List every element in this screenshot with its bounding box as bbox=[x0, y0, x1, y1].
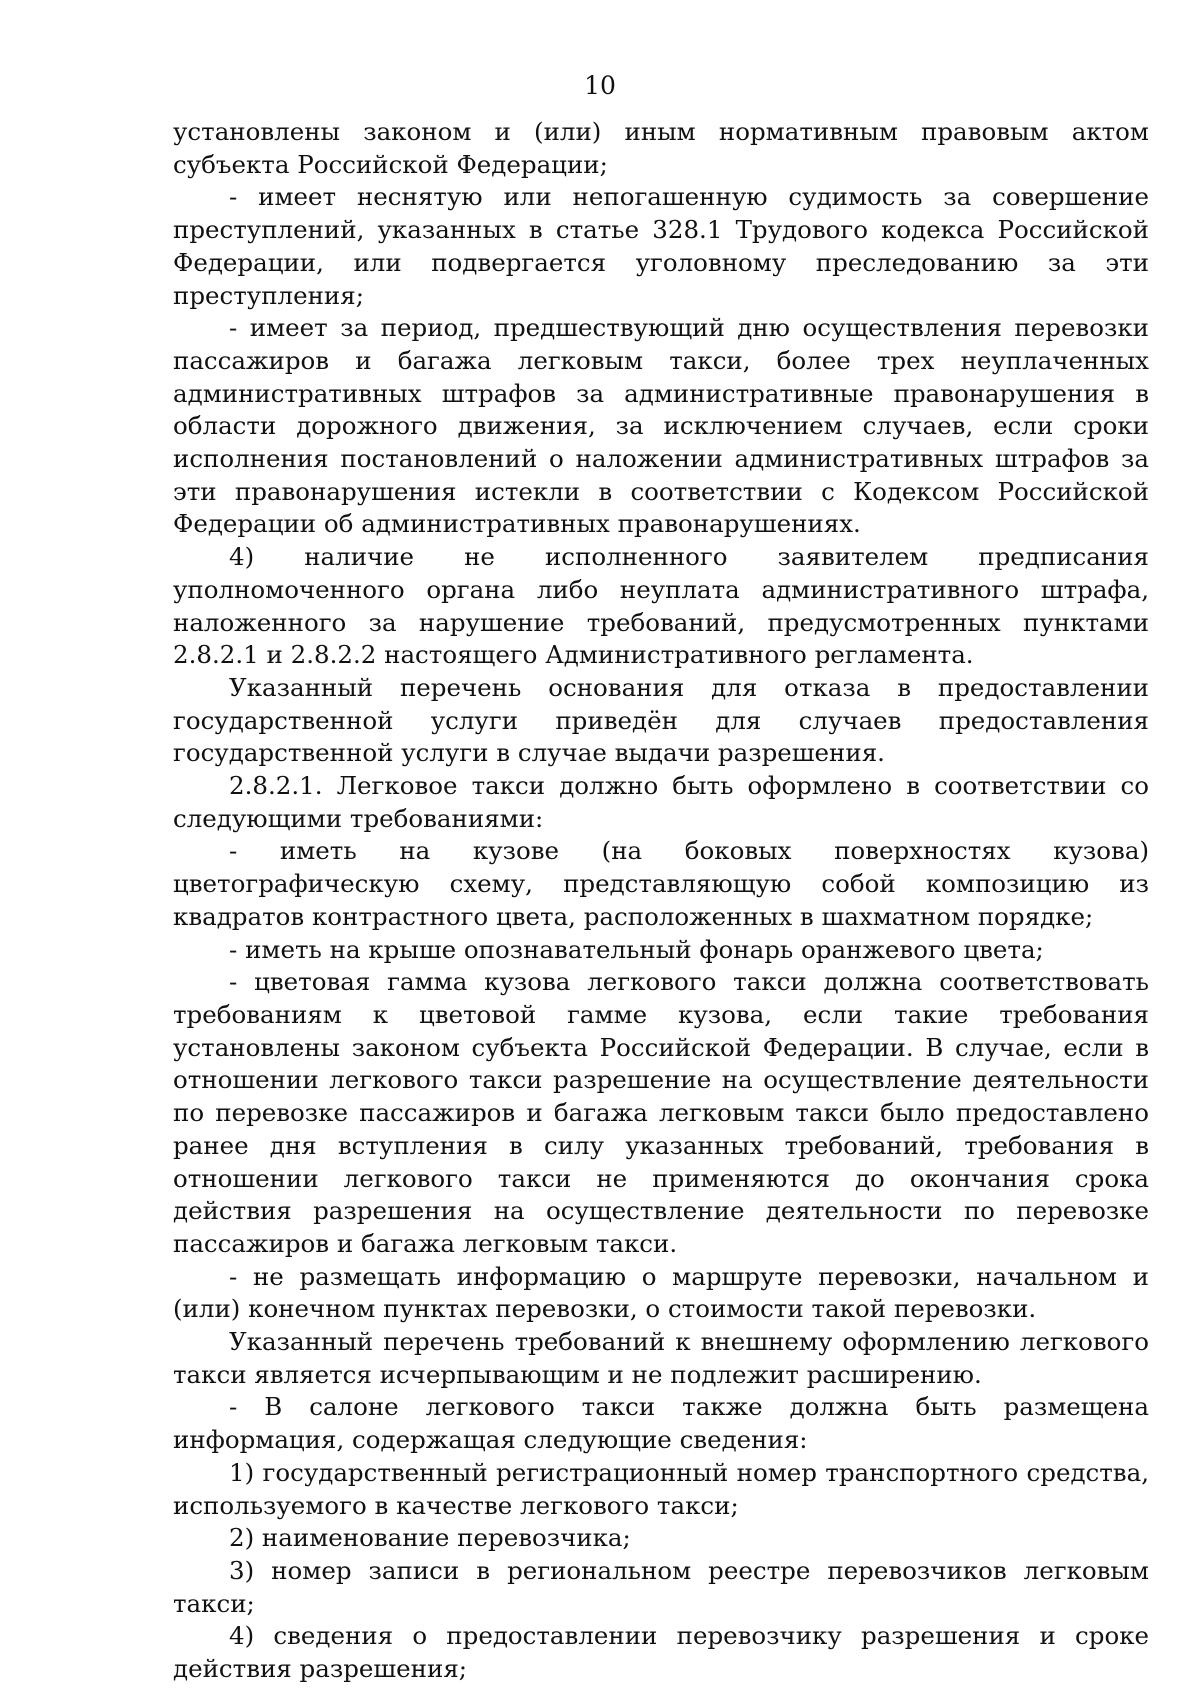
paragraph-exhaustive-list: Указанный перечень требований к внешнему оформлению легкового такси является исчерпывающим и не подлежит расширению. bbox=[173, 1327, 1149, 1389]
list-item-registration-number: 1) государственный регистрационный номер транспортного средства, используемого в качестве легкового такси; bbox=[173, 1457, 1149, 1520]
paragraph-2-8-2-1: 2.8.2.1. Легковое такси должно быть оформлено в соответствии со следующими требованиями: bbox=[173, 771, 1149, 833]
paragraph-criminal-record: - имеет неснятую или непогашенную судимость за совершение преступлений, указанных в статье 328.1 Трудового кодекса Российской Федерации, или подвергается уголовному преследованию за эти преступления; bbox=[173, 182, 1149, 310]
paragraph-body-color: - цветовая гамма кузова легкового такси должна соответствовать требованиям к цветовой гамме кузова, если такие требования установлены законом субъекта Российской Федерации. В случае, если в отношении легкового такси разрешение на осуществление деятельности по перевозке пассажиров и багажа легковым такси было предоставлено ранее дня вступления в силу указанных требований, требования в отношении легкового такси не применяются до окончания срока действия разрешения на осуществление деятельности по перевозке пассажиров и багажа легковым такси. bbox=[173, 967, 1149, 1258]
paragraph-no-route-info: - не размещать информацию о маршруте перевозки, начальном и (или) конечном пунктах перевозки, о стоимости такой перевозки. bbox=[173, 1261, 1149, 1324]
list-item-carrier-name: 2) наименование перевозчика; bbox=[229, 1523, 631, 1553]
paragraph-unpaid-fines: - имеет за период, предшествующий дню осуществления перевозки пассажиров и багажа легковым такси, более трех неуплаченных административных штрафов за административные правонарушения в области дорожного движения, за исключением случаев, если сроки исполнения постановлений о наложении административных штрафов за эти правонарушения истекли в соответствии с Кодексом Российской Федерации об административных правонарушениях. bbox=[173, 313, 1149, 539]
list-item-registry-record: 3) номер записи в региональном реестре перевозчиков легковым такси; bbox=[173, 1555, 1149, 1618]
paragraph-color-scheme: - иметь на кузове (на боковых поверхностях кузова) цветографическую схему, представляющую собой композицию из квадратов контрастного цвета, расположенных в шахматном порядке; bbox=[173, 836, 1149, 931]
document-body bbox=[173, 116, 1149, 1686]
paragraph-cabin-info: - В салоне легкового такси также должна быть размещена информация, содержащая следующие сведения: bbox=[173, 1392, 1149, 1455]
paragraph-roof-lamp: - иметь на крыше опознавательный фонарь оранжевого цвета; bbox=[229, 934, 1044, 964]
paragraph-refusal-list-note: Указанный перечень основания для отказа в предоставлении государственной услуги приведён для случаев предоставления государственной услуги в случае выдачи разрешения. bbox=[173, 672, 1149, 768]
page-number: 10 bbox=[584, 71, 616, 100]
paragraph-continuation: установлены законом и (или) иным нормативным правовым актом субъекта Российской Федерации; bbox=[173, 117, 1149, 179]
paragraph-item-4: 4) наличие не исполненного заявителем предписания уполномоченного органа либо неуплата административного штрафа, наложенного за нарушение требований, предусмотренных пунктами 2.8.2.1 и 2.8.2.2 настоящего Административного регламента. bbox=[173, 542, 1149, 670]
list-item-permit-info: 4) сведения о предоставлении перевозчику разрешения и сроке действия разрешения; bbox=[173, 1621, 1149, 1684]
